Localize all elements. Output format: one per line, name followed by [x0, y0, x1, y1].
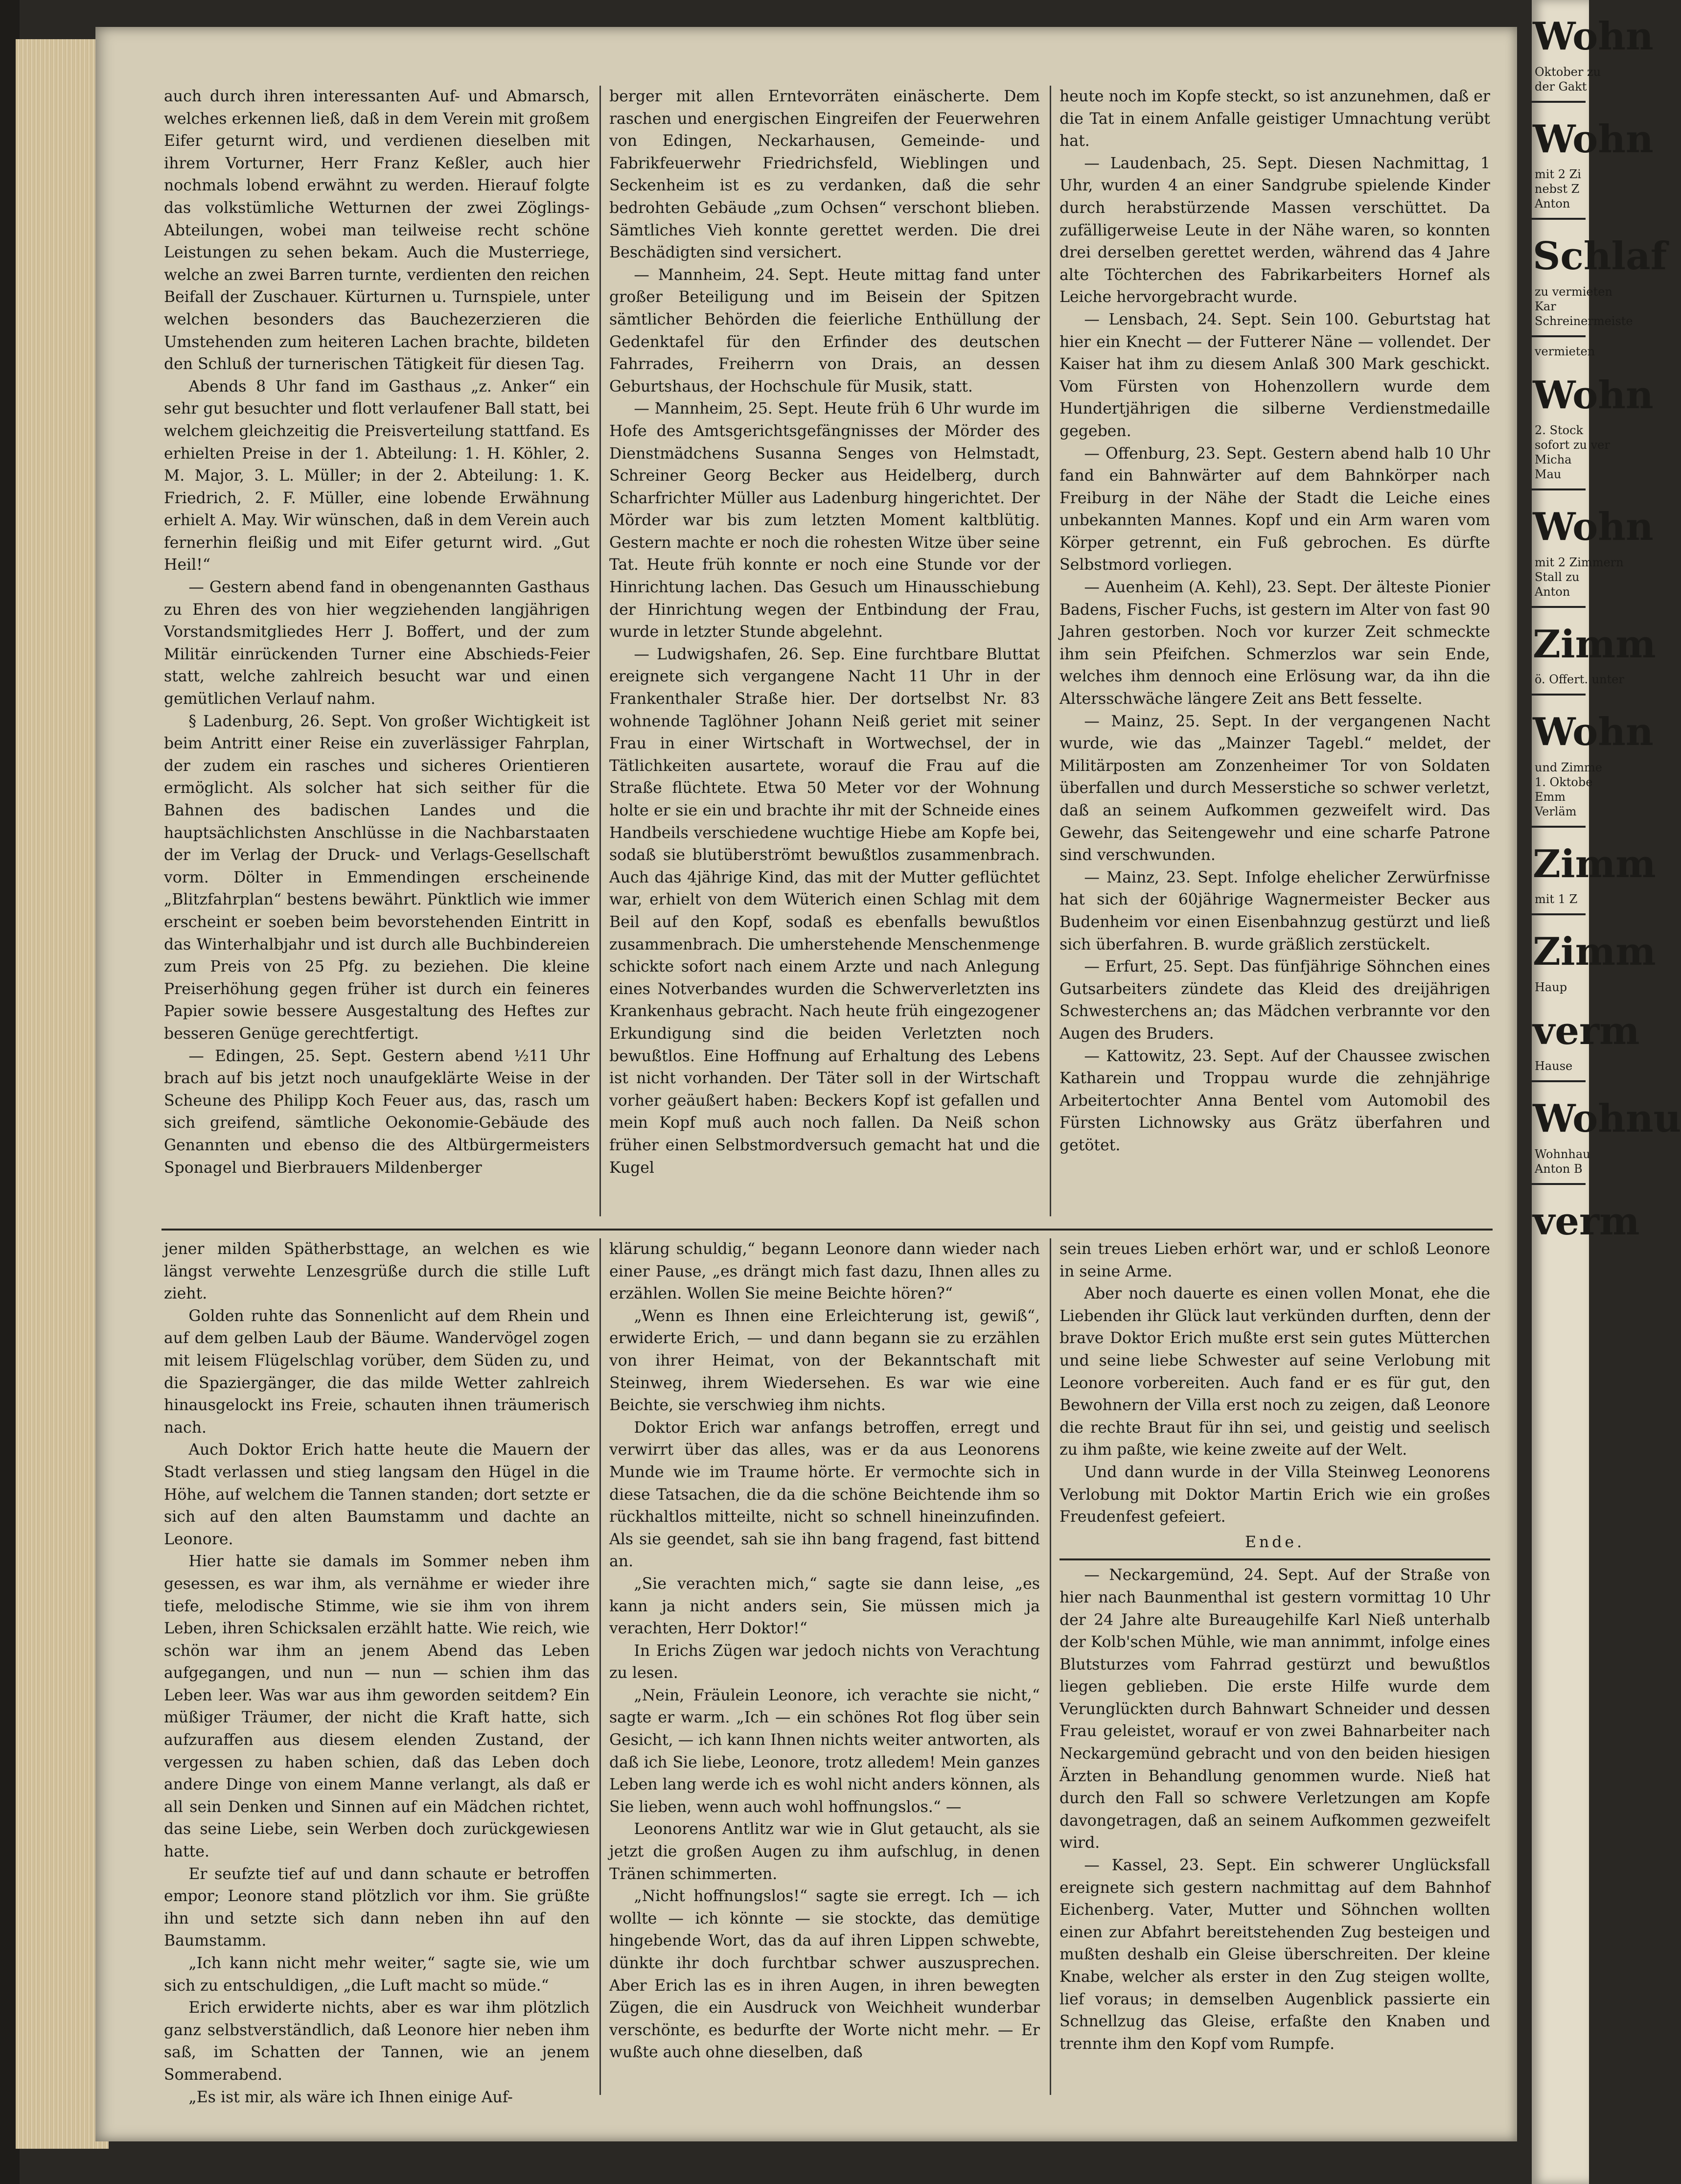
paragraph: klärung schuldig,“ begann Leonore dann wieder nach einer Pause, „es drängt mich fast dazu, Ihnen alles zu erzählen. Wollen Sie meine Beichte hören?“	[609, 1240, 1040, 1303]
ad-text: und Zimme	[1535, 760, 1602, 774]
section-divider	[161, 1229, 1493, 1231]
ad-heading: verm	[1533, 1199, 1640, 1244]
paragraph: „Ich kann nicht mehr weiter,“ sagte sie, wie um sich zu entschuldigen, „die Luft macht so müde.“	[164, 1954, 590, 1995]
ad-heading: Wohnu	[1533, 1096, 1681, 1141]
paragraph: Leonorens Antlitz war wie in Glut getaucht, als sie jetzt die großen Augen zu ihm aufschlug, in denen Tränen schimmerten.	[609, 1820, 1040, 1883]
column-divider	[1050, 86, 1051, 1216]
ad-text: zu vermieten	[1535, 284, 1612, 299]
paragraph: berger mit allen Erntevorräten einäscherte. Dem raschen und energischen Eingreifen der Feuerwehren von Edingen, Neckarhausen, Gemeinde- und Fabrikfeuerwehr Friedrichsfeld, Wieblingen und Seckenheim ist es zu verdanken, daß die sehr bedrohten Gebäude „zum Ochsen“ verschont blieben. Sämtliches Vieh konnte gerettet werden. Die drei Beschädigten sind versichert.	[609, 88, 1040, 262]
paragraph: heute noch im Kopfe steckt, so ist anzunehmen, daß er die Tat in einem Anfalle geistiger Umnachtung verübt hat.	[1059, 88, 1490, 150]
ad-text: Kar	[1535, 299, 1556, 313]
column-divider	[599, 86, 601, 1216]
paragraph: — Kattowitz, 23. Sept. Auf der Chaussee zwischen Katharein und Troppau wurde die zehnjährige Arbeitertochter Anna Bentel vom Automobil des Fürsten Lichnowsky aus Grätz überfahren und getötet.	[1059, 1047, 1490, 1154]
ad-text: Wohnhau	[1535, 1147, 1590, 1161]
ad-text: Anton B	[1535, 1162, 1583, 1176]
paragraph: § Ladenburg, 26. Sept. Von großer Wichtigkeit ist beim Antritt einer Reise ein zuverlässiger Fahrplan, der zudem ein rasches und sicheres Orientieren ermöglicht. Als solcher hat sich seither für die Bahnen des badischen Landes und die hauptsächlichsten Anschlüsse in die Nachbarstaaten der im Verlag der Druck- und Verlags-Gesellschaft vorm. Dölter in Emmendingen erscheinende „Blitzfahrplan“ bestens bewährt. Pünktlich wie immer erscheint er soeben beim bevorstehenden Eintritt in das Winterhalbjahr und ist durch alle Buchbindereien zum Preis von 25 Pfg. zu beziehen. Die kleine Preiserhöhung gegen früher ist durch ein feineres Papier sowie bessere Ausgestaltung des Heftes zur besseren Genüge gerechtfertigt.	[164, 712, 590, 1043]
ad-heading: Zimm	[1533, 841, 1656, 886]
ad-text: Schreinermeiste	[1535, 314, 1633, 328]
ad-text: mit 2 Zimmern	[1535, 555, 1624, 569]
newspaper-page	[95, 27, 1517, 2141]
paragraph: „Nein, Fräulein Leonore, ich verachte sie nicht,“ sagte er warm. „Ich — ein schönes Rot flog über sein Gesicht, — ich kann Ihnen nichts weiter antworten, als daß ich Sie liebe, Leonore, trotz alledem! Mein ganzes Leben lang werde ich es wohl nicht anders können, als Sie lieben, wenn auch wohl hoffnungslos.“ —	[609, 1686, 1040, 1816]
paragraph: — Auenheim (A. Kehl), 23. Sept. Der älteste Pionier Badens, Fischer Fuchs, ist gestern im Alter von fast 90 Jahren gestorben. Noch vor kurzer Zeit schmeckte ihm sein Pfeifchen. Schmerzlos war sein Ende, welches ihm dennoch eine Erlösung war, da ihn die Altersschwäche längere Zeit ans Bett fesselte.	[1059, 579, 1490, 708]
ad-text: mit 1 Z	[1535, 892, 1578, 906]
paragraph: — Mannheim, 24. Sept. Heute mittag fand unter großer Beteiligung und im Beisein der Spitzen sämtlicher Behörden die feierliche Enthüllung der Gedenktafel für den Erfinder des deutschen Fahrrades, Freiherrn von Drais, an dessen Geburtshaus, der Hochschule für Musik, statt.	[609, 266, 1040, 395]
paragraph: „Es ist mir, als wäre ich Ihnen einige Auf-	[188, 2088, 513, 2106]
ad-text: Anton	[1535, 584, 1570, 599]
ad-heading: Zimm	[1533, 929, 1656, 974]
ad-text: sofort zu ver	[1535, 438, 1610, 452]
paragraph: sein treues Lieben erhört war, und er schloß Leonore in seine Arme.	[1059, 1240, 1490, 1280]
ad-text: Stall zu	[1535, 570, 1580, 584]
ad-text: der Gakt	[1535, 79, 1587, 93]
paragraph: Golden ruhte das Sonnenlicht auf dem Rhein und auf dem gelben Laub der Bäume. Wandervögel zogen mit leisem Flügelschlag vorüber, dem Süden zu, und die Spaziergänger, die das milde Wetter zahlreich hinausgelockt ins Freie, schauten ihnen träumerisch nach.	[164, 1307, 590, 1437]
paragraph: — Neckargemünd, 24. Sept. Auf der Straße von hier nach Baunmenthal ist gestern vormittag 10 Uhr der 24 Jahre alte Bureaugehilfe Karl Nieß unterhalb der Kolb'schen Mühle, wie man annimmt, infolge eines Blutsturzes vom Fahrrad gestürzt und bewußtlos liegen geblieben. Die erste Hilfe wurde dem Verunglückten durch Bahnwart Schneider und dessen Frau geleistet, worauf er von zwei Bahnarbeiter nach Neckargemünd gebracht und von den beiden hiesigen Ärzten in Behandlung genommen wurde. Nieß hat durch den Fall so schwere Verletzungen am Kopfe davongetragen, daß an seinem Aufkommen gezweifelt wird.	[1059, 1566, 1490, 1852]
paragraph: auch durch ihren interessanten Auf- und Abmarsch, welches erkennen ließ, daß in dem Verein mit großem Eifer geturnt wird, und verdienen dieselben mit ihrem Vorturner, Herr Franz Keßler, auch hier nochmals lobend erwähnt zu werden. Hierauf folgte das volkstümliche Wetturnen der zwei Zöglings-Abteilungen, wobei man teilweise recht schöne Leistungen zu sehen bekam. Auch die Musterriege, welche an zwei Barren turnte, verdienten den reichen Beifall der Zuschauer. Kürturnen u. Turnspiele, unter welchen besonders das Bauchezerzieren die Umstehenden zum heiteren Lachen brachte, bildeten den Schluß der turnerischen Tätigkeit für diesen Tag.	[164, 88, 590, 373]
paragraph: jener milden Spätherbsttage, an welchen es wie längst verwehte Lenzesgrüße durch die stille Luft zieht.	[164, 1240, 590, 1303]
ad-heading: verm	[1533, 1008, 1640, 1053]
paragraph: Abends 8 Uhr fand im Gasthaus „z. Anker“ ein sehr gut besuchter und flott verlaufener Ball statt, bei welchem gleichzeitig die Preisverteilung stattfand. Es erhielten Preise in der 1. Abteilung: 1. H. Köhler, 2. M. Major, 3. L. Müller; in der 2. Abteilung: 1. K. Friedrich, 2. F. Müller, eine lobende Erwähnung erhielt A. May. Wir wünschen, daß in dem Verein auch fernerhin fleißig und mit Eifer geturnt wird. „Gut Heil!“	[164, 377, 590, 574]
paragraph: — Gestern abend fand in obengenannten Gasthaus zu Ehren des von hier wegziehenden langjährigen Vorstandsmitgliedes Herr J. Boffert, und der zum Militär einrückenden Turner eine Abschieds-Feier statt, welche zahlreich besucht war und einen gemütlichen Verlauf nahm.	[164, 579, 590, 708]
paragraph: „Nicht hoffnungslos!“ sagte sie erregt. Ich — ich wollte — ich könnte — sie stockte, das demütige hingebende Wort, das da auf ihren Lippen schwebte, dünkte ihr doch furchtbar schwer auszusprechen. Aber Erich las es in ihren Augen, in ihren bewegten Zügen, die ein Ausdruck von Weichheit wunderbar verschönte, es bedurfte der Worte nicht mehr. — Er wußte auch ohne dieselben, daß	[609, 1887, 1040, 2062]
paragraph: — Offenburg, 23. Sept. Gestern abend halb 10 Uhr fand ein Bahnwärter auf dem Bahnkörper nach Freiburg in der Nähe der Stadt die Leiche eines unbekannten Mannes. Kopf und ein Arm waren vom Körper getrennt, ein Fuß gebrochen. Es dürfte Selbstmord vorliegen.	[1059, 444, 1490, 574]
ad-text: 1. Oktobe	[1535, 775, 1593, 789]
paragraph: Doktor Erich war anfangs betroffen, erregt und verwirrt über das alles, was er da aus Leonorens Munde wie im Traume hörte. Er vermochte sich in diese Tatsachen, die da die schöne Beichtende ihm so rückhaltlos mitteilte, nicht so schnell hineinzufinden. Als sie geendet, sah sie ihn bang fragend, fast bittend an.	[609, 1418, 1040, 1571]
ad-text: 2. Stock	[1535, 423, 1584, 437]
ad-text: nebst Z	[1535, 182, 1580, 196]
paragraph: — Lensbach, 24. Sept. Sein 100. Geburtstag hat hier ein Knecht — der Futterer Näne — vollendet. Der Kaiser hat ihm zu diesem Anlaß 300 Mark geschickt. Vom Fürsten von Hohenzollern wurde dem Hundertjährigen die silberne Verdienstmedaille gegeben.	[1059, 310, 1490, 440]
paragraph: — Laudenbach, 25. Sept. Diesen Nachmittag, 1 Uhr, wurden 4 an einer Sandgrube spielende Kinder durch herabstürzende Massen verschüttet. Da zufälligerweise Leute in der Nähe waren, so konnten drei derselben gerettet werden, während das 4 Jahre alte Töchterchen des Fabrikarbeiters Hornef als Leiche hervorgebracht wurde.	[1059, 154, 1490, 306]
ad-text: Oktober zu	[1535, 65, 1601, 79]
paragraph: — Mainz, 25. Sept. In der vergangenen Nacht wurde, wie das „Mainzer Tagebl.“ meldet, der Militärposten am Zonzenheimer Tor von Soldaten überfallen und durch Messerstiche so schwer verletzt, daß an seinem Aufkommen gezweifelt wird. Das Gewehr, das Seitengewehr und eine scharfe Patrone sind verschwunden.	[1059, 712, 1490, 864]
column-divider	[599, 1238, 601, 2095]
ad-text: Mau	[1535, 467, 1562, 481]
ad-text: mit 2 Zi	[1535, 167, 1581, 181]
ad-heading: Wohn	[1533, 372, 1654, 418]
ad-heading: Zimm	[1533, 622, 1656, 667]
lower-column-2	[609, 1238, 1040, 2100]
story-divider	[1059, 1558, 1490, 1560]
ad-text: Haup	[1535, 980, 1567, 994]
paragraph: „Wenn es Ihnen eine Erleichterung ist, gewiß“, erwiderte Erich, — und dann begann sie zu erzählen von ihrer Heimat, von der Bekanntschaft mit Steinweg, ihrem Wiedersehen. Es war wie eine Beichte, sie verschwieg ihm nichts.	[609, 1307, 1040, 1415]
ad-text: Verläm	[1535, 804, 1577, 818]
paragraph: — Kassel, 23. Sept. Ein schwerer Unglücksfall ereignete sich gestern nachmittag auf dem Bahnhof Eichenberg. Vater, Mutter und Söhnchen wollten einen zur Abfahrt bereitstehenden Zug besteigen und mußten deshalb ein Gleise überschreiten. Der kleine Knabe, welcher als erster in den Zug steigen wollte, lief voraus; in demselben Augenblick passierte ein Schnellzug das Gleise, erfaßte den Knaben und trennte ihm den Kopf vom Rumpfe.	[1059, 1857, 1490, 2053]
story-end-marker: Ende.	[1244, 1533, 1305, 1551]
paragraph: Und dann wurde in der Villa Steinweg Leonorens Verlobung mit Doktor Martin Erich wie ein großes Freudenfest gefeiert.	[1059, 1463, 1490, 1526]
ad-text: Hause	[1535, 1059, 1573, 1073]
paragraph: — Mannheim, 25. Sept. Heute früh 6 Uhr wurde im Hofe des Amtsgerichtsgefängnisses der Mörder des Dienstmädchens Susanna Senges von Helmstadt, Schreiner Georg Becker aus Heidelberg, durch Scharfrichter Müller aus Ladenburg hingerichtet. Der Mörder war bis zum letzten Moment kaltblütig. Gestern machte er noch die rohesten Witze über seine Tat. Heute früh konnte er noch eine Stunde vor der Hinrichtung lachen. Das Gesuch um Hinausschiebung der Hinrichtung wegen der Entbindung der Frau, wurde in letzter Stunde abgelehnt.	[609, 400, 1040, 641]
ad-text: ö. Offert. unter	[1535, 673, 1624, 686]
ad-heading: Wohn	[1533, 710, 1654, 754]
neighbor-page-fragment	[1532, 0, 1681, 2184]
ad-text: vermieten	[1535, 344, 1595, 358]
paragraph: „Sie verachten mich,“ sagte sie dann leise, „es kann ja nicht anders sein, Sie müssen mich ja verachten, Herr Doktor!“	[609, 1575, 1040, 1638]
ad-text: Emm	[1535, 790, 1566, 804]
upper-column-2	[609, 86, 1040, 1221]
paragraph: — Mainz, 23. Sept. Infolge ehelicher Zerwürfnisse hat sich der 60jährige Wagnermeister Becker aus Budenheim vor einen Eisenbahnzug gestürzt und ließ sich überfahren. B. wurde gräßlich zerstückelt.	[1059, 868, 1490, 953]
ad-text: Micha	[1535, 453, 1572, 466]
paragraph: Auch Doktor Erich hatte heute die Mauern der Stadt verlassen und stieg langsam den Hügel in die Höhe, auf welchem die Tannen standen; dort setzte er sich auf den alten Baumstamm und dachte an Leonore.	[164, 1441, 590, 1548]
ad-heading: Wohn	[1533, 14, 1654, 59]
ad-heading: Wohn	[1533, 505, 1654, 549]
upper-column-1	[164, 86, 590, 1221]
book-page-edges	[16, 39, 109, 2149]
paragraph: — Edingen, 25. Sept. Gestern abend ½11 Uhr brach auf bis jetzt noch unaufgeklärte Weise in der Scheune des Philipp Koch Feuer aus, das, rasch um sich greifend, sämtliche Oekonomie-Gebäude des Genannten und ebenso die des Altbürgermeisters Sponagel und Bierbrauers Mildenberger	[164, 1047, 590, 1177]
ad-heading: Schlaf	[1533, 234, 1667, 279]
lower-column-1	[164, 1238, 590, 2106]
ad-heading: Wohn	[1533, 116, 1654, 162]
paragraph: In Erichs Zügen war jedoch nichts von Verachtung zu lesen.	[609, 1642, 1040, 1682]
paragraph: Erich erwiderte nichts, aber es war ihm plötzlich ganz selbstverständlich, daß Leonore hier neben ihm saß, im Schatten der Tannen, wie an jenem Sommerabend.	[164, 1999, 590, 2084]
upper-column-3	[1059, 86, 1490, 1221]
paragraph: — Erfurt, 25. Sept. Das fünfjährige Söhnchen eines Gutsarbeiters zündete das Kleid des dreijährigen Schwesterchens an; das Mädchen verbrannte vor den Augen des Bruders.	[1059, 958, 1490, 1043]
lower-column-3	[1059, 1238, 1490, 2100]
paragraph: Er seufzte tief auf und dann schaute er betroffen empor; Leonore stand plötzlich vor ihm. Sie grüßte ihn und setzte sich dann neben ihn auf den Baumstamm.	[164, 1865, 590, 1950]
paragraph: Aber noch dauerte es einen vollen Monat, ehe die Liebenden ihr Glück laut verkünden durften, denn der brave Doktor Erich mußte erst sein gutes Mütterchen und seine liebe Schwester auf seine Verlobung mit Leonore vorbereiten. Auch fand er es für gut, den Bewohnern der Villa erst noch zu zeigen, daß Leonore die rechte Braut für ihn sei, und geistig und seelisch zu ihm paßte, wie keine zweite auf der Welt.	[1059, 1285, 1490, 1459]
ad-text: Anton	[1535, 197, 1570, 210]
column-divider	[1050, 1238, 1051, 2095]
paragraph: — Ludwigshafen, 26. Sep. Eine furchtbare Bluttat ereignete sich vergangene Nacht 11 Uhr in der Frankenthaler Straße hier. Der dortselbst Nr. 83 wohnende Taglöhner Johann Neiß geriet mit seiner Frau in einer Wirtschaft in Wortwechsel, der in Tätlichkeiten ausartete, worauf die Frau auf die Straße flüchtete. Etwa 50 Meter vor der Wohnung holte er sie ein und brachte ihr mit der Schneide eines Handbeils verschiedene wuchtige Hiebe am Kopfe bei, sodaß sie blutüberströmt bewußtlos zusammenbrach. Auch das 4jährige Kind, das mit der Mutter geflüchtet war, erhielt von dem Wüterich einen Schlag mit dem Beil auf den Kopf, sodaß es ebenfalls bewußtlos zusammenbrach. Die umherstehende Menschenmenge schickte sofort nach einem Arzte und nach Anlegung eines Notverbandes wurden die Schwerverletzten ins Krankenhaus gebracht. Nach heute früh eingezogener Erkundigung sind die beiden Verletzten noch bewußtlos. Eine Hoffnung auf Erhaltung des Lebens ist nicht vorhanden. Der Täter soll in der Wirtschaft vorher geäußert haben: Beckers Kopf ist gefallen und mein Kopf muß auch noch fallen. Da Neiß schon früher einen Selbstmordversuch gemacht hat und die Kugel	[609, 645, 1040, 1177]
paragraph: Hier hatte sie damals im Sommer neben ihm gesessen, es war ihm, als vernähme er wieder ihre tiefe, melodische Stimme, wie sie ihm von ihrem Leben, ihren Schicksalen erzählt hatte. Wie reich, wie schön war ihm an jenem Abend das Leben aufgegangen, und nun — nun — schien ihm das Leben leer. Was war aus ihm geworden seitdem? Ein müßiger Träumer, der nicht die Kraft hatte, sich aufzuraffen aus diesem elenden Zustand, der vergessen zu haben schien, daß das Leben doch andere Dinge von einem Manne verlangt, als daß er all sein Denken und Sinnen auf ein Mädchen richtet, das seine Liebe, sein Werben doch zurückgewiesen hatte.	[164, 1553, 590, 1861]
